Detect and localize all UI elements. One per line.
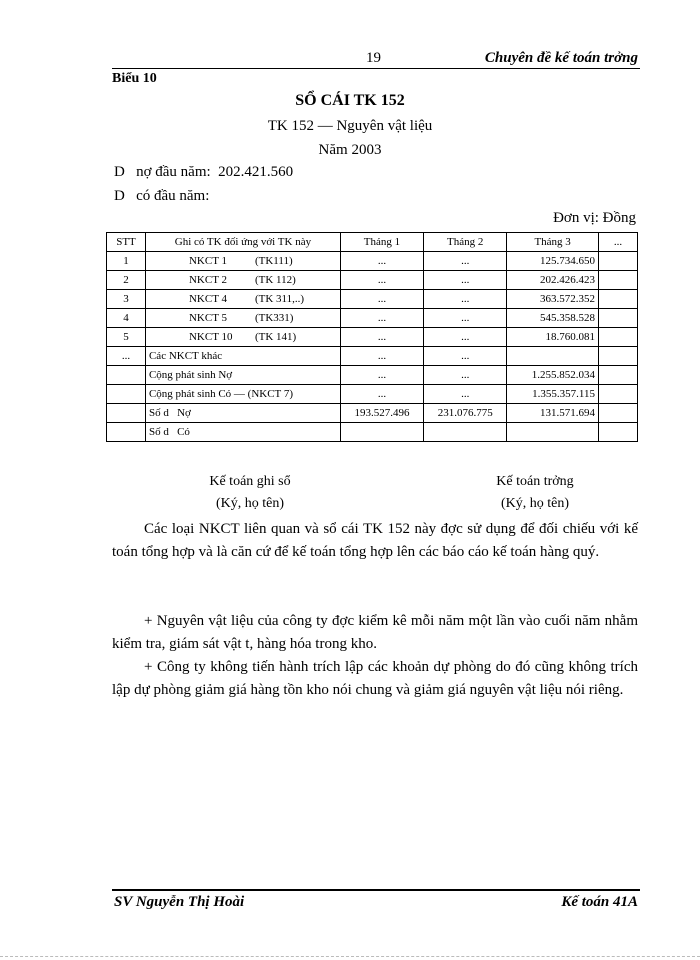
journal-code: NKCT 1	[188, 255, 227, 267]
table-row	[107, 309, 638, 328]
cell-more	[598, 290, 637, 309]
paragraph-usage: Các loại NKCT liên quan và sổ cái TK 152 này đợc sử dụng để đối chiếu với kế toán tổng hợp và là căn cứ để kế toán tổng hợp lên các báo cáo kế toán hàng quý.	[112, 521, 638, 560]
document-title: SỔ CÁI TK 152	[295, 92, 405, 109]
table-row	[107, 404, 638, 423]
cell-month-3	[507, 423, 599, 442]
paragraph-inventory-check: + Nguyên vật liệu của công ty đợc kiểm kê mỗi năm một lần vào cuối năm nhằm kiểm tra, giám sát vật t, hàng hóa trong kho.	[112, 613, 638, 652]
header-title: Chuyên đề kế toán trởng	[484, 50, 638, 66]
cell-month-2	[424, 423, 507, 442]
signature-chief-accountant-title: Kế toán trởng	[496, 474, 574, 489]
table-header-row	[107, 233, 638, 252]
cell-month-3	[507, 347, 599, 366]
cell-month-2: ...	[424, 385, 507, 404]
cell-stt: 3	[107, 290, 146, 309]
table-row	[107, 347, 638, 366]
cell-stt	[107, 366, 146, 385]
table-row	[107, 290, 638, 309]
table-row	[107, 385, 638, 404]
journal-code: NKCT 10	[188, 331, 233, 343]
debit-opening-balance: D nợ đầu năm: 202.421.560	[114, 164, 294, 180]
cell-month-2: ...	[424, 309, 507, 328]
cell-month-1: ...	[340, 328, 423, 347]
journal-code: NKCT 2	[188, 274, 227, 286]
cell-month-2: ...	[424, 252, 507, 271]
cell-stt: 1	[107, 252, 146, 271]
header-divider	[112, 68, 640, 69]
ledger-table	[106, 232, 638, 442]
signature-bookkeeper-note: (Ký, họ tên)	[215, 496, 285, 511]
cell-description: Cộng phát sinh Nợ	[145, 366, 340, 385]
cell-more	[598, 366, 637, 385]
cell-account	[145, 290, 340, 309]
cell-month-3: 363.572.352	[507, 290, 599, 309]
cell-more	[598, 328, 637, 347]
cell-description: Cộng phát sinh Có — (NKCT 7)	[145, 385, 340, 404]
cell-month-3: 125.734.650	[507, 252, 599, 271]
cell-description: Số d Nợ	[145, 404, 340, 423]
form-label: Biểu 10	[112, 71, 157, 86]
journal-code: NKCT 4	[188, 293, 227, 305]
cell-month-3: 202.426.423	[507, 271, 599, 290]
table-row	[107, 366, 638, 385]
cell-month-2: ...	[424, 290, 507, 309]
cell-account	[145, 252, 340, 271]
cell-stt: 4	[107, 309, 146, 328]
cell-more	[598, 252, 637, 271]
cell-more	[598, 385, 637, 404]
cell-month-1	[340, 423, 423, 442]
cell-account	[145, 271, 340, 290]
col-header-month-3: Tháng 3	[507, 233, 599, 252]
cell-month-3: 18.760.081	[507, 328, 599, 347]
cell-month-2: ...	[424, 366, 507, 385]
cell-account	[145, 328, 340, 347]
footer-class: Kế toán 41A	[561, 894, 638, 910]
cell-more	[598, 309, 637, 328]
page-number: 19	[366, 50, 381, 66]
cell-stt: ...	[107, 347, 146, 366]
cell-month-1: ...	[340, 366, 423, 385]
col-header-more: ...	[598, 233, 637, 252]
cell-stt	[107, 385, 146, 404]
currency-unit: Đơn vị: Đồng	[553, 210, 636, 226]
cell-stt	[107, 404, 146, 423]
footer-divider	[112, 889, 640, 891]
col-header-stt: STT	[107, 233, 146, 252]
cell-more	[598, 423, 637, 442]
journal-code: NKCT 5	[188, 312, 227, 324]
document-year: Năm 2003	[318, 142, 382, 158]
paragraph-provisions: + Công ty không tiến hành trích lập các khoản dự phòng do đó cũng không trích lập dự phòng giảm giá hàng tồn kho nói chung và giảm giá nguyên vật liệu nói riêng.	[112, 659, 638, 698]
cell-more	[598, 347, 637, 366]
cell-stt: 5	[107, 328, 146, 347]
document-subtitle: TK 152 — Nguyên vật liệu	[267, 118, 433, 134]
cell-stt	[107, 423, 146, 442]
cell-month-1: ...	[340, 290, 423, 309]
cell-month-1: ...	[340, 309, 423, 328]
cell-month-2: ...	[424, 328, 507, 347]
cell-month-3: 1.255.852.034	[507, 366, 599, 385]
table-row	[107, 271, 638, 290]
cell-month-2: 231.076.775	[424, 404, 507, 423]
account-code: (TK111)	[254, 255, 293, 267]
credit-opening-balance: D có đầu năm:	[114, 188, 210, 204]
cell-description: Các NKCT khác	[145, 347, 340, 366]
account-code: (TK 112)	[254, 274, 296, 286]
cell-month-1: ...	[340, 385, 423, 404]
cell-account	[145, 309, 340, 328]
account-code: (TK 311,..)	[254, 293, 305, 305]
cell-month-1: 193.527.496	[340, 404, 423, 423]
col-header-month-1: Tháng 1	[340, 233, 423, 252]
cell-month-3: 131.571.694	[507, 404, 599, 423]
cell-month-1: ...	[340, 347, 423, 366]
cell-month-1: ...	[340, 252, 423, 271]
col-header-account: Ghi có TK đối ứng với TK này	[145, 233, 340, 252]
table-row	[107, 328, 638, 347]
account-code: (TK 141)	[254, 331, 297, 343]
signature-bookkeeper-title: Kế toán ghi sổ	[209, 474, 291, 489]
table-row	[107, 423, 638, 442]
cell-month-3: 1.355.357.115	[507, 385, 599, 404]
cell-description: Số d Có	[145, 423, 340, 442]
cell-month-1: ...	[340, 271, 423, 290]
table-row	[107, 252, 638, 271]
cell-month-2: ...	[424, 271, 507, 290]
cell-more	[598, 404, 637, 423]
page-bottom-border	[0, 956, 700, 957]
footer-author: SV Nguyễn Thị Hoài	[114, 894, 245, 910]
cell-more	[598, 271, 637, 290]
account-code: (TK331)	[254, 312, 294, 324]
col-header-month-2: Tháng 2	[424, 233, 507, 252]
cell-stt: 2	[107, 271, 146, 290]
cell-month-2: ...	[424, 347, 507, 366]
cell-month-3: 545.358.528	[507, 309, 599, 328]
signature-chief-accountant-note: (Ký, họ tên)	[500, 496, 570, 511]
